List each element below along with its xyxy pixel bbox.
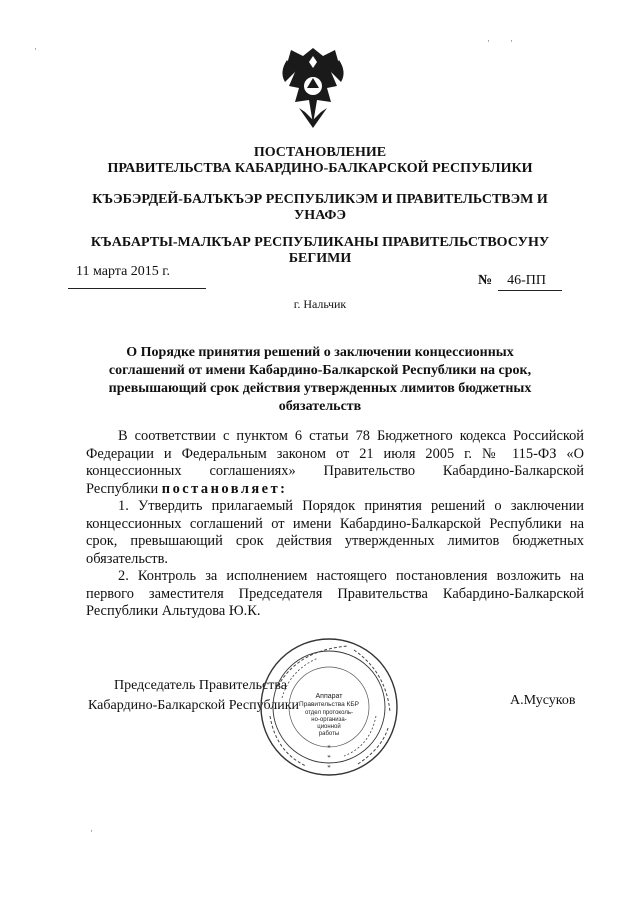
government-name-ru: ПРАВИТЕЛЬСТВА КАБАРДИНО-БАЛКАРСКОЙ РЕСПУБЛИКИ bbox=[107, 161, 533, 176]
stamp-text-line: но-организа- bbox=[311, 717, 347, 723]
stamp-text-line: отдел протоколь- bbox=[305, 710, 353, 716]
title-line: О Порядке принятия решений о заключении концессионных bbox=[126, 345, 514, 360]
number-underline bbox=[498, 290, 562, 291]
government-name-kabardian-line2: УНАФЭ bbox=[294, 208, 346, 223]
stamp-star-icon: * bbox=[327, 764, 331, 772]
item-1-paragraph: 1. Утвердить прилагаемый Порядок принятия решений о заключении концессионных соглашений от имени Кабардино-Балкарской Республики на срок, превышающий срок действия утвержденных лимитов бюджетных обязательств. bbox=[86, 498, 584, 567]
number-label: № bbox=[478, 273, 493, 288]
stamp-text-line: ционной bbox=[317, 724, 341, 730]
signatory-name: А.Мусуков bbox=[510, 693, 576, 708]
document-date: 11 марта 2015 г. bbox=[76, 264, 170, 279]
date-underline bbox=[68, 288, 206, 289]
preamble-text: В соответствии с пунктом 6 статьи 78 Бюджетного кодекса Российской Федерации и Федеральным законом от 21 июля 2005 г. № 115-ФЗ «О концессионных соглашениях» Правительство Кабардино-Балкарской Республики bbox=[86, 428, 584, 497]
scan-speck: · bbox=[34, 44, 37, 54]
stamp-text-line: Аппарат bbox=[315, 693, 343, 700]
title-line: обязательств bbox=[278, 399, 362, 414]
official-seal-stamp bbox=[258, 636, 400, 778]
scan-speck: · bbox=[487, 36, 490, 46]
title-line: соглашений от имени Кабардино-Балкарской Республики на срок, bbox=[108, 363, 532, 378]
number-value: 46-ПП bbox=[507, 273, 546, 288]
scan-speck: · bbox=[510, 36, 513, 46]
scan-speck: · bbox=[90, 826, 93, 836]
stamp-star-icon: * bbox=[327, 754, 331, 762]
coat-of-arms-emblem bbox=[277, 42, 349, 130]
signatory-title-line2: Кабардино-Балкарской Республики bbox=[88, 698, 299, 713]
signatory-title-line1: Председатель Правительства bbox=[114, 678, 287, 693]
preamble-paragraph bbox=[86, 428, 584, 498]
decree-word: постановляет: bbox=[161, 480, 288, 497]
document-city: г. Нальчик bbox=[293, 297, 347, 311]
government-name-balkar-line1: КЪАБАРТЫ-МАЛКЪАР РЕСПУБЛИКАНЫ ПРАВИТЕЛЬСТВОСУНУ bbox=[90, 235, 550, 250]
stamp-star-icon: * bbox=[327, 744, 331, 752]
stamp-text-line: Правительства КБР bbox=[299, 701, 359, 708]
document-number bbox=[478, 273, 546, 289]
item-2-paragraph: 2. Контроль за исполнением настоящего постановления возложить на первого заместителя Председателя Правительства Кабардино-Балкарской Республики Альтудова Ю.К. bbox=[86, 568, 584, 619]
doc-type-ru: ПОСТАНОВЛЕНИЕ bbox=[253, 145, 387, 160]
government-name-kabardian-line1: КЪЭБЭРДЕЙ-БАЛЪКЪЭР РЕСПУБЛИКЭМ И ПРАВИТЕЛЬСТВЭМ И bbox=[92, 192, 548, 207]
document-title bbox=[95, 344, 545, 416]
stamp-text-line: работы bbox=[318, 731, 340, 737]
title-line: превышающий срок действия утвержденных лимитов бюджетных bbox=[108, 381, 532, 396]
government-name-balkar-line2: БЕГИМИ bbox=[288, 251, 352, 266]
document-body bbox=[86, 428, 584, 621]
